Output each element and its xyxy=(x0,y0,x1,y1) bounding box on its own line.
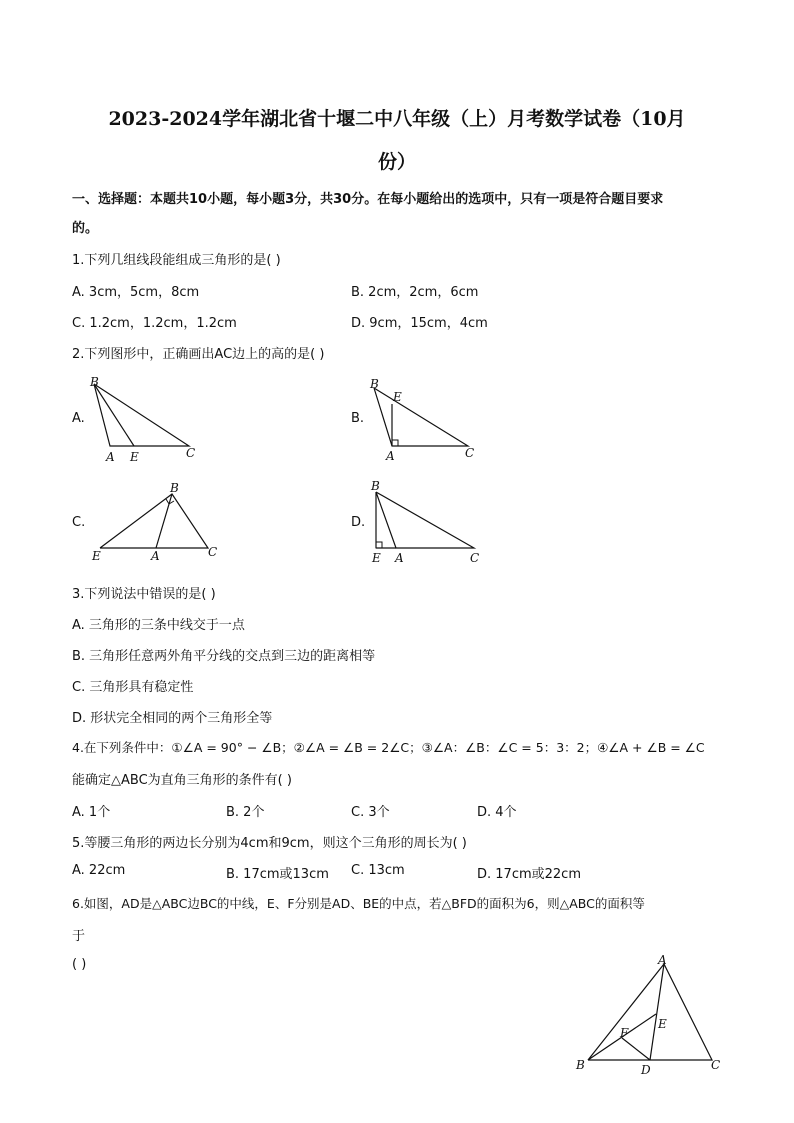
fig-6-label-e: E xyxy=(658,1017,667,1031)
question-1-option-b: B. 2cm，2cm，6cm xyxy=(351,285,479,300)
fig-b-label-a: A xyxy=(386,449,395,463)
question-4-option-a: A. 1个 xyxy=(72,805,111,820)
question-2-figure-c xyxy=(86,478,226,568)
fig-6-label-c: C xyxy=(711,1058,721,1072)
fig-d-label-e: E xyxy=(372,551,381,565)
section-heading: 一、选择题：本题共10小题，每小题3分，共30分。在每小题给出的选项中，只有一项是符合题目要求 xyxy=(72,192,664,207)
fig-6-label-b: B xyxy=(576,1058,585,1072)
section-heading-cont: 的。 xyxy=(72,221,99,236)
fig-b-label-c: C xyxy=(465,446,475,460)
exam-title-line2: 份） xyxy=(377,151,416,173)
fig-b-label-e: E xyxy=(393,390,402,404)
question-1-stem: 1.下列几组线段能组成三角形的是( ) xyxy=(72,253,281,268)
question-5-option-a: A. 22cm xyxy=(72,863,126,878)
fig-c-label-c: C xyxy=(208,545,218,559)
fig-d-label-a: A xyxy=(395,551,404,565)
fig-d-label-b: B xyxy=(371,479,380,493)
fig-c-label-b: B xyxy=(170,481,179,495)
question-3-stem: 3.下列说法中错误的是( ) xyxy=(72,587,216,602)
question-2-option-c-label: C. xyxy=(72,515,86,530)
fig-a-label-e: E xyxy=(130,450,139,464)
question-1-option-a: A. 3cm，5cm，8cm xyxy=(72,285,200,300)
fig-6-label-f: F xyxy=(620,1026,629,1040)
question-4-option-c: C. 3个 xyxy=(351,805,390,820)
question-6-figure xyxy=(572,952,732,1078)
question-5-option-d: D. 17cm或22cm xyxy=(477,867,581,882)
question-2-figure-a xyxy=(86,374,216,466)
question-4-option-b: B. 2个 xyxy=(226,805,265,820)
fig-a-label-c: C xyxy=(186,446,196,460)
question-3-option-c: C. 三角形具有稳定性 xyxy=(72,680,194,695)
question-2-figure-b xyxy=(366,374,496,466)
question-5-option-b: B. 17cm或13cm xyxy=(226,867,329,882)
fig-6-label-a: A xyxy=(658,953,667,967)
question-4-option-d: D. 4个 xyxy=(477,805,517,820)
question-2-option-a-label: A. xyxy=(72,411,85,426)
question-4-stem-cont: 能确定△ABC为直角三角形的条件有( ) xyxy=(72,773,292,788)
question-2-stem: 2.下列图形中，正确画出AC边上的高的是( ) xyxy=(72,347,325,362)
question-1-option-d: D. 9cm，15cm，4cm xyxy=(351,316,488,331)
question-6-stem-cont: 于 xyxy=(72,929,86,944)
fig-c-label-e: E xyxy=(92,549,101,563)
question-2-figure-d xyxy=(366,478,496,570)
fig-a-label-b: B xyxy=(90,375,99,389)
fig-b-label-b: B xyxy=(370,377,379,391)
question-3-option-d: D. 形状完全相同的两个三角形全等 xyxy=(72,711,273,726)
fig-d-label-c: C xyxy=(470,551,480,565)
question-5-stem: 5.等腰三角形的两边长分别为4cm和9cm，则这个三角形的周长为( ) xyxy=(72,836,467,851)
question-3-option-b: B. 三角形任意两外角平分线的交点到三边的距离相等 xyxy=(72,649,376,664)
exam-title-line1: 2023-2024学年湖北省十堰二中八年级（上）月考数学试卷（10月 xyxy=(108,108,686,130)
question-3-option-a: A. 三角形的三条中线交于一点 xyxy=(72,618,245,633)
question-6-answer-blank: ( ) xyxy=(72,957,87,972)
question-1-option-c: C. 1.2cm，1.2cm，1.2cm xyxy=(72,316,237,331)
question-2-option-b-label: B. xyxy=(351,411,365,426)
question-6-stem: 6.如图，AD是△ABC边BC的中线，E、F分别是AD、BE的中点，若△BFD的面积为6，则△ABC的面积等 xyxy=(72,896,645,911)
question-5-option-c: C. 13cm xyxy=(351,863,405,878)
fig-c-label-a: A xyxy=(151,549,160,563)
fig-6-label-d: D xyxy=(641,1063,651,1077)
question-2-option-d-label: D. xyxy=(351,515,366,530)
question-4-stem: 4.在下列条件中：①∠A = 90° − ∠B；②∠A = ∠B = 2∠C；③∠A：∠B：∠C = 5：3：2；④∠A + ∠B = ∠C xyxy=(72,740,705,755)
fig-a-label-a: A xyxy=(106,450,115,464)
